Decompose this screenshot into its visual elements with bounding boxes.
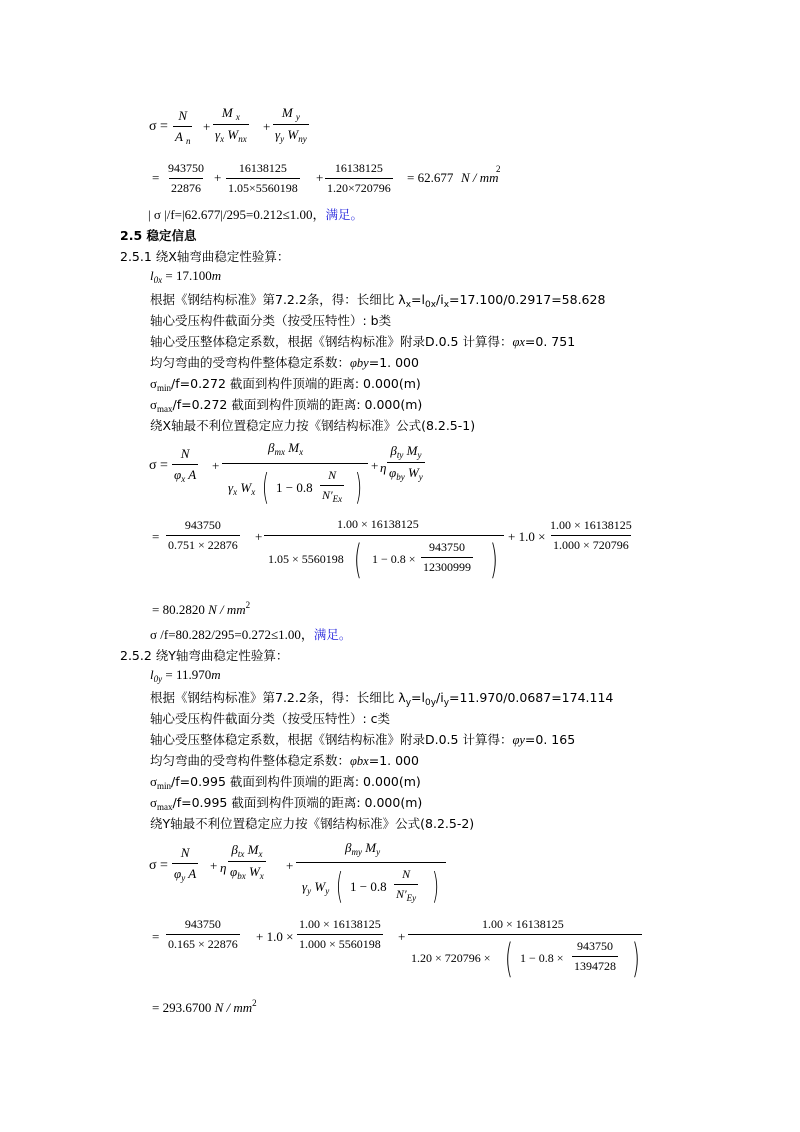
eq1-term3: M $_y$ $\gamma_y$ $W_{ny}$ <box>275 105 307 144</box>
formula-ref-x: 绕X轴最不利位置稳定应力按《钢结构标准》公式(8.2.5-1) <box>150 418 476 433</box>
section-class-y: 轴心受压构件截面分类（按受压特性）: c类 <box>150 711 391 726</box>
slenderness-y: 根据《钢结构标准》第7.2.2条，得：长细比 $\lambda_y=l_{0y}/i_y=11.970/0.0687=174.114$ <box>150 690 614 708</box>
phi-x: 轴心受压整体稳定系数，根据《钢结构标准》附录D.0.5 计算得：φx=0. 751 <box>150 334 576 349</box>
l0y-value: $l_{0y} = 11.970m$ <box>150 667 221 684</box>
eq3-result: = 293.6700 N / $mm^2$ <box>152 998 257 1015</box>
eq2-num-frac3: $\frac{1.00 \times 16138125}{1.000 \times 720796}$ <box>550 518 632 552</box>
l0x-value: $l_{0x} = 17.100m$ <box>150 268 222 285</box>
eq1-term1: $\frac{N}{A _n}$ <box>175 108 191 146</box>
eq1-num-frac3: $\frac{16138125}{1.20\times 720796}$ <box>327 161 391 195</box>
section-2-5-2-title: 2.5.2 绕Y轴弯曲稳定性验算： <box>120 648 289 663</box>
section-2-5-1-title: 2.5.1 绕X轴弯曲稳定性验算： <box>120 249 290 264</box>
eq3-num-frac1: $\frac{943750}{0.165 \times 22876}$ <box>168 917 238 951</box>
sigma-max-y: $\sigma_{max}/f=0.995$ 截面到构件顶端的距离: 0.000(m) <box>150 795 423 812</box>
phi-y: 轴心受压整体稳定系数，根据《钢结构标准》附录D.0.5 计算得：φy=0. 165 <box>150 732 576 747</box>
eq3-term3-den: $\gamma_y$ $W_y$ <box>302 879 330 896</box>
eq2-term2-inner: $\frac{N}{N'_{Ex}}$ <box>322 468 343 504</box>
formula-ref-y: 绕Y轴最不利位置稳定应力按《钢结构标准》公式(8.2.5-2) <box>150 816 475 831</box>
eq2-term2-den: $\gamma_x$ $W_x$ <box>228 480 256 497</box>
eq2-term2-bar <box>222 463 368 464</box>
eq3-term2: $\beta_{tx}$ $M_x$ $\varphi_{bx}$ $W_x$ <box>230 842 264 881</box>
slenderness-x: 根据《钢结构标准》第7.2.2条，得：长细比 $\lambda_x=l_{0x}/i_x=17.100/0.2917=58.628$ <box>150 292 606 310</box>
check2: σ /f=80.282/295=0.272≤1.00，满足。 <box>150 627 352 642</box>
eq2-num-frac1: $\frac{943750}{0.751 \times 22876}$ <box>168 518 238 552</box>
eq2-result: = 80.2820 N / $mm^2$ <box>152 600 251 617</box>
eq1-num-frac2: $\frac{16138125}{1.05\times 5560198}$ <box>228 161 298 195</box>
eq2-num-inner: $\frac{943750}{12300999}$ <box>423 540 471 574</box>
sigma-min-x: $\sigma_{min}/f=0.272$ 截面到构件顶端的距离: 0.000(m) <box>150 376 421 393</box>
eq3-term3-bar <box>296 862 446 863</box>
eq1-term2: M $_x$ $\gamma_x$ $W_{nx}$ <box>215 105 247 144</box>
eq2-term1: $\frac{N}{\varphi_x A}$ <box>174 446 197 484</box>
phi-bx: 均匀弯曲的受弯构件整体稳定系数：φbx=1. 000 <box>150 753 419 768</box>
phi-by: 均匀弯曲的受弯构件整体稳定系数：φby=1. 000 <box>150 355 419 370</box>
sigma-min-y: $\sigma_{min}/f=0.995$ 截面到构件顶端的距离: 0.000(m) <box>150 774 421 791</box>
eq3-num-frac3-num: 1.00 × 16138125 <box>482 917 564 931</box>
eq3-num-frac2: $\frac{1.00 \times 16138125}{1.000 \times 5560198}$ <box>299 917 381 951</box>
eq3-num-frac3-bar <box>408 934 642 935</box>
eq2-num-frac2-bar <box>264 535 504 536</box>
page: σ = $\frac{N}{A _n}$ + M $_x$ $\gamma_x$ $W_{nx}$ + M $_y$ $\gamma_y$ $W_{ny}$ = $\frac{943750}{22876}$ + $\frac{16138125}{1.05\times 5560198}$ + $\frac{16138125}{1.20\times 720796}$ = 62.677 N / mm 2 | σ |/f=|62.677|/295=0.212≤1.00，满足。 2.5 稳定信息 2.5.1 绕X轴弯曲稳定性验算： $l_{0x} = 17.100m$ 根据《钢结构标准》第7.2.2条，得：长细比 $\lambda_x=l_{0x}/i_x=17.100/0.2917=58.628$ 轴心受压构件截面分类（按受压特性）: b类 轴心受压整体稳定系数，根据《钢结构标准》附录D.0.5 计算得：φx=0. 751 均匀弯曲的受弯构件整体稳定系数：φby=1. 000 $\sigma_{min}/f=0.272$ 截面到构件顶端的距离: 0.000(m) $\sigma_{max}/f=0.272$ 截面到构件顶端的距离: 0.000(m) 绕X轴最不利位置稳定应力按《钢结构标准》公式(8.2.5-1) σ = $\frac{N}{\varphi_x A}$ + $\beta_{mx}$ $M_x$ $\gamma_x$ $W_x$ ( 1 − 0.8 $\frac{N}{N'_{Ex}}$ ) + η $\beta_{ty}$ $M_y$ $\varphi_{by}$ $W_y$ = $\frac{943750}{0.751 \times 22876}$ + 1.00 × 16138125 1.05 × 5560198 ( 1 − 0.8 × $\frac{943750}{12300999}$ ) + 1.0 × $\frac{1.00 \times 16138125}{1.000 \times 720796}$ = 80.2820 N / $mm^2$ σ /f=80.282/295=0.272≤1.00，满足。 2.5.2 绕Y轴弯曲稳定性验算： $l_{0y} = 11.970m$ 根据《钢结构标准》第7.2.2条，得：长细比 $\lambda_y=l_{0y}/i_y=11.970/0.0687=174.114$ 轴心受压构件截面分类（按受压特性）: c类 轴心受压整体稳定系数，根据《钢结构标准》附录D.0.5 计算得：φy=0. 165 均匀弯曲的受弯构件整体稳定系数：φbx=1. 000 $\sigma_{min}/f=0.995$ 截面到构件顶端的距离: 0.000(m) $\sigma_{max}/f=0.995$ 截面到构件顶端的距离: 0.000(m) 绕Y轴最不利位置稳定应力按《钢结构标准》公式(8.2.5-2) σ = $\frac{N}{\varphi_y A}$ + η $\beta_{tx}$ $M_x$ $\varphi_{bx}$ $W_x$ + $\beta_{my}$ $M_y$ $\gamma_y$ $W_y$ ( 1 − 0.8 $\frac{N}{N'_{Ey}}$ ) = $\frac{943750}{0.165 \times 22876}$ + 1.0 × $\frac{1.00 \times 16138125}{1.000 \times 5560198}$ + 1.00 × 16138125 1.20 × 720796 × ( 1 − 0.8 × $\frac{943750}{1394728}$ ) = 293.6700 N / $mm^2$ <box>0 0 800 1132</box>
eq2-term3: $\beta_{ty}$ $M_y$ $\varphi_{by}$ $W_y$ <box>389 443 423 482</box>
eq1-num-frac1: $\frac{943750}{22876}$ <box>168 161 204 195</box>
section-2-5-title: 2.5 稳定信息 <box>120 228 197 243</box>
section-class-x: 轴心受压构件截面分类（按受压特性）: b类 <box>150 313 392 328</box>
eq2-term2-num: $\beta_{mx}$ $M_x$ <box>268 440 304 457</box>
eq2-num-frac2-num: 1.00 × 16138125 <box>337 517 419 531</box>
check1: | σ |/f=|62.677|/295=0.212≤1.00，满足。 <box>148 207 364 222</box>
eq3-term1: $\frac{N}{\varphi_y A}$ <box>174 845 197 883</box>
sigma-max-x: $\sigma_{max}/f=0.272$ 截面到构件顶端的距离: 0.000(m) <box>150 397 423 414</box>
eq3-term3-num: $\beta_{my}$ $M_y$ <box>345 840 381 857</box>
eq3-num-inner: $\frac{943750}{1394728}$ <box>574 939 616 973</box>
eq3-term3-inner: $\frac{N}{N'_{Ey}}$ <box>396 867 417 903</box>
